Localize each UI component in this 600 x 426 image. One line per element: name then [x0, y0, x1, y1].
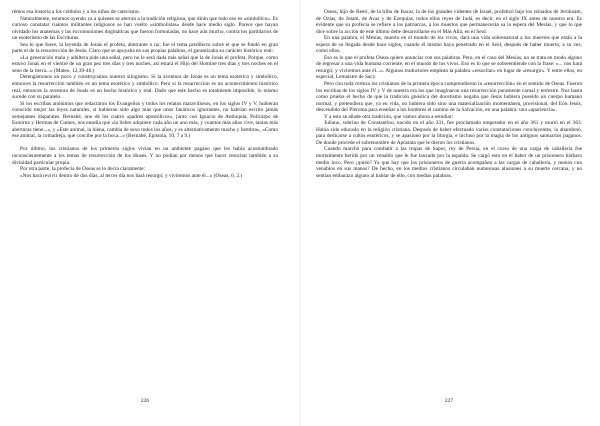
paragraph: Detengámonos un poco y construyamos nuestro silogismo. Si la aventura de Jonás es un tema esotérico y simbólico, entonces la resurrección también es un tema esotérico y simbólico. Pero si la resurrección es un acontecimiento histórico real, entonces la aventura de Jonás es un hecho histórico y real. Dado que este hecho es totalmente imposible, lo mismo sucede con su paralelo. [12, 74, 278, 101]
paragraph: Por otra parte, la profecía de Oseas se lo decía claramente: [20, 166, 146, 173]
paragraph: Si los escribas anónimos que redactaron los Evangelios y todos los relatos maravillosos, en los siglos IV y V, hubieran conocido mejor las leyes naturales, si hubieran sido algo más que unos fanáticos ignorantes, no habrían escrito jamás semejantes disparates. Bernabé, uno de los cuatro «padres apostólicos», junto con Ignacio de Antioquía, Policarpo de Esmirna y Hermas de Cumes, nos enseña que «la liebre adquiere cada año un ano más, y cuantos más años vive, tantas más aberturas tiene...», y «Este animal, la hiena, cambia de sexo todos los años, y es alternativamente macho y hembra», «Como ese animal, la comadreja, que concibe por la boca...» (Bernabé, Epístola, 10, 7 a 9.) [12, 100, 278, 140]
book-gutter [298, 0, 302, 426]
paragraph: Juliano, sobrino de Constantino, nacido en el año 331, fue proclamado emperador en el año 361 y murió en el 363. Había sido educado en la religión cristiana. Después de haber efectuado varias constataciones concluyentes, la abandonó, para dedicarse a cultos esotéricos, y se apasionó por la liturgia, e incluso por la magia de los antiguos santuarios paganos. De donde procede el sobrenombre de Apóstata que le dieron los cristianos. [316, 120, 582, 146]
left-page [12, 9, 278, 419]
paragraph: Cuando marchó para combatir a las tropas de Sapor, rey de Persia, en el curso de una carga de caballería fue mortalmente herido por un venablo que le fue lanzado por la espalda. Se cargó esto en el haber de un prisionero bárbaro medio loco. Pero ¡quién? Ya que hay que los prisioneros de guerra acompañen a las cargas de caballería, y menos con venablos en sus manos? De hecho, en los medios cristianos circulaban numerosas alusiones a su muerte cercana, y no sentían embarazo alguno al hablar de ello, con medias palabras. [316, 146, 582, 179]
paragraph: En una palabra, el Mesías, muerto en el mundo de los vivos, dará una vida sobrenatural a los muertos que están a la espera de su llegada desde hace siglos, cuando él mismo haya penetrado en el Seol, después de haber muerto, a su vez, como ellos. [316, 35, 582, 55]
paragraph: Sea lo que fuere, la leyenda de Jonás el profeta, aberrante o no, fue el tema predilecto sobre el que se fundó en gran parte el de la resurrección de Jesús. Claro que se apoyaba en sus propias palabras, el garantizaba su carácter histórico real: [12, 41, 278, 55]
page-number-right: 227 [444, 398, 454, 404]
paragraph: rémos esa historia a los crédulos y a los niños de catecismo. [12, 9, 140, 15]
quotation: «La generación mala y adúltera pide una señal, pero no le será dada más señal que la de Jonás el profeta. Porque, como estuvo Jonás en el vientre de un gran pez tres días y tres noches, así estará el Hijo del Hombre tres días y tres noches en el seno de la tierra...» (Mateo, 12,39-40.) [12, 54, 278, 74]
paragraph: Eso es lo que el profeta Oseas quiere anunciar con sus palabras. Pero, en el caso del Mesías, no se trata en modo alguno de regresar a una vida humana corriente, en el mundo de los vivos. Eso es lo que se sobreentiende con la frase: «... nos hará resurgir, y viviremos ante él...». Algunos traductores emplean la palabra «resucitar» en lugar de «resurgir». Y entre ellos, en especial, Lemaistre de Sacy. [316, 54, 582, 81]
paragraph: Y a esto se añade otra tradición, que vamos ahora a estudiar: [324, 113, 454, 120]
paragraph: Naturalmente, estamos oyendo ya a quienes se aterran a la tradición religiosa, que dirán que todo eso es «simbólico». Es curioso constatar cuántos militantes religiosos se han vuelto «simbolistas» desde hace medio siglo. Parece que hayan olvidado los anatemas y las excomuniones dogmáticas que fueron formuladas, no hace aún mucho, contra los partidarios de un esoterismo de las Escrituras. [12, 15, 278, 42]
paragraph: Oseas, hijo de Beeri, de la tribu de Isacar, la de los grandes videntes de Israel, profetizó bajo los reinados de Jeroboam, de Ozías, de Jotam, de Acaz y de Ezequías, todos ellos reyes de Judá, es decir, en el siglo IX antes de nuestra era. Es evidente que su profecía se refiere a los patriarcas, a los muertos que permanecerán sa la espera del Mesías, y que lo que dice sobre la acción de este último debe desarrollarse en el Más Allá, en el Seol. [316, 9, 582, 35]
right-page [316, 9, 582, 419]
paragraph: Pero con toda certeza los cristianos de la primera época comprendieron la «resurrección» en el sentido de Oseas. Fueron los escribas de los siglos IV y V de nuestra era los que imaginaron una resurrección puramente carnal y terrestre. Nos basta como prueba el hecho de que la tradición gnóstica del docetismo negaba que Jesús hubiera poseído un cuerpo humano normal, y pretendiera que, ya en vida, no hubiera sido sino una materialización momentánea, provisional, del Eón Jesús, descendido del Pleroma para enseñar a los hombres el camino de la Salvación, en una palabra: una «apariencia». [316, 81, 582, 114]
page-number-left: 226 [140, 398, 150, 404]
quotation: «Nos hará revivir dentro de dos días, al tercer día nos hará resurgir, y viviremos ante él...» (Oseas, 6, 2.) [20, 172, 243, 179]
paragraph: Por último, los cristianos de los primeros siglos vivían en un ambiente pagano que les había acostumbrado inconscientemente a los temas de resurrección de los dioses. Y no podían por menos que hacer resucitar también a su divinidad particular propia. [12, 146, 278, 166]
